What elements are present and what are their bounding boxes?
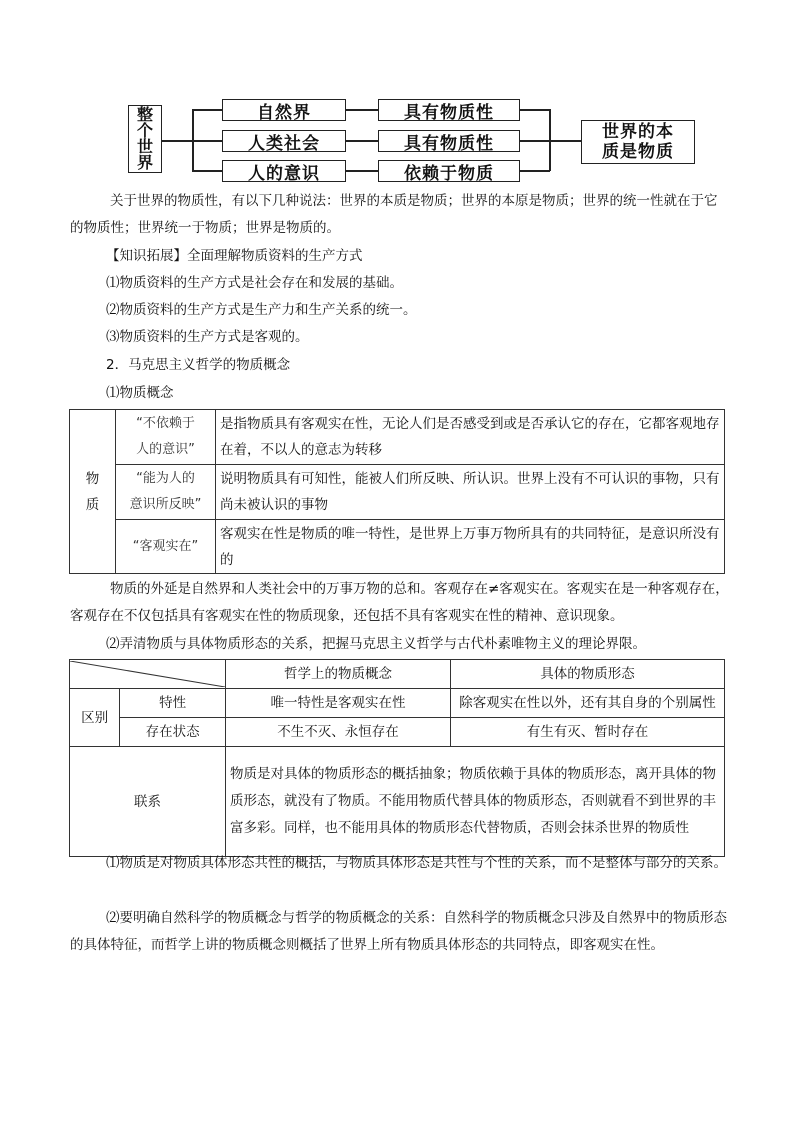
table-row xyxy=(70,718,725,747)
subheading-2: ⑵弄清物质与具体物质形态的关系，把握马克思主义哲学与古代朴素唯物主义的理论界限。 xyxy=(106,636,646,652)
connector xyxy=(520,170,550,172)
table-cell: 除客观实在性以外，还有其自身的个别属性 xyxy=(451,689,725,718)
table-row xyxy=(70,520,725,574)
comparison-table xyxy=(69,659,725,857)
row-label: 特性 xyxy=(120,689,226,718)
difference-label: 区别 xyxy=(70,689,120,747)
table-row xyxy=(70,465,725,520)
diagram-society: 人类社会 xyxy=(222,130,346,152)
connection-label: 联系 xyxy=(70,747,226,857)
term-cell: “客观实在” xyxy=(116,520,216,574)
knowledge-heading: 【知识拓展】全面理解物质资料的生产方式 xyxy=(106,248,363,264)
connector xyxy=(346,140,378,142)
note-2: ⑵要明确自然科学的物质概念与哲学的物质概念的关系：自然科学的物质概念只涉及自然界中的物质形态的具体特征，而哲学上讲的物质概念则概括了世界上所有物质具体形态的共同特点，即客观实在性。 xyxy=(70,910,727,953)
row-header-char: 质 xyxy=(85,496,100,513)
connector xyxy=(346,170,378,172)
row-label: 存在状态 xyxy=(120,718,226,747)
term-line: 人的意识” xyxy=(136,442,195,457)
diagram-consciousness: 人的意识 xyxy=(222,160,346,182)
connector xyxy=(192,109,222,111)
subheading-1: ⑴物质概念 xyxy=(106,385,174,401)
matter-concept-table xyxy=(69,409,725,574)
connector xyxy=(346,109,378,111)
point-3: ⑶物质资料的生产方式是客观的。 xyxy=(106,329,309,345)
table-cell: 唯一特性是客观实在性 xyxy=(226,689,451,718)
connector xyxy=(520,140,550,142)
section-heading: 2．马克思主义哲学的物质概念 xyxy=(106,357,291,373)
term-line: 意识所反映” xyxy=(129,497,202,512)
connector xyxy=(192,170,222,172)
connector xyxy=(192,140,222,142)
note-1: ⑴物质是对物质具体形态共性的概括，与物质具体形态是共性与个性的关系，而不是整体与部分的关系。 xyxy=(106,855,727,871)
table-row xyxy=(70,410,725,465)
table-row xyxy=(70,747,725,857)
diagonal-header-cell xyxy=(70,660,226,689)
header-philosophy-matter: 哲学上的物质概念 xyxy=(226,660,451,689)
diagram-whole-world-char: 界 xyxy=(136,153,153,172)
desc-cell: 说明物质具有可知性，能被人们所反映、所认识。世界上没有不可认识的事物，只有尚未被认识的事物 xyxy=(216,465,725,520)
table-row xyxy=(70,689,725,718)
term-cell xyxy=(116,465,216,520)
connector xyxy=(162,140,192,142)
connector xyxy=(520,109,550,111)
row-header-char: 物 xyxy=(85,470,100,487)
connection-text: 物质是对具体的物质形态的概括抽象；物质依赖于具体的物质形态，离开具体的物质形态，就没有了物质。不能用物质代替具体的物质形态，否则就看不到世界的丰富多彩。同样，也不能用具体的物质形态代替物质，否则会抹杀世界的物质性 xyxy=(226,747,725,857)
diagram-whole-world-char: 世 xyxy=(136,137,153,156)
header-concrete-form: 具体的物质形态 xyxy=(451,660,725,689)
term-cell xyxy=(116,410,216,465)
point-2: ⑵物质资料的生产方式是生产力和生产关系的统一。 xyxy=(106,302,417,318)
diagram-essence-line: 质是物质 xyxy=(602,142,674,162)
diagram-whole-world-char: 整 xyxy=(136,105,153,124)
row-header-matter xyxy=(70,410,116,574)
term-line: “能为人的 xyxy=(136,471,195,486)
desc-cell: 客观实在性是物质的唯一特性，是世界上万事万物所具有的共同特征，是意识所没有的 xyxy=(216,520,725,574)
paragraph-world-materiality: 关于世界的物质性，有以下几种说法：世界的本质是物质；世界的本原是物质；世界的统一性就在于它的物质性；世界统一于物质；世界是物质的。 xyxy=(70,193,718,236)
diagonal-line xyxy=(70,661,225,687)
diagram-whole-world-char: 个 xyxy=(136,121,153,140)
table-row xyxy=(70,660,725,689)
term-line: “不依赖于 xyxy=(136,416,195,431)
connector xyxy=(549,140,581,142)
diagram-depends: 依赖于物质 xyxy=(378,160,520,182)
paragraph-extension: 物质的外延是自然界和人类社会中的万事万物的总和。客观存在≠客观实在。客观实在是一种客观存在，客观存在不仅包括具有客观实在性的物质现象，还包括不具有客观实在性的精神、意识现象。 xyxy=(70,581,729,624)
desc-cell: 是指物质具有客观实在性，无论人们是否感受到或是否承认它的存在，它都客观地存在着，不以人的意志为转移 xyxy=(216,410,725,465)
diagram-essence-line: 世界的本 xyxy=(602,122,674,142)
diagram-material-2: 具有物质性 xyxy=(378,130,520,152)
point-1: ⑴物质资料的生产方式是社会存在和发展的基础。 xyxy=(106,275,403,291)
diagram-material-1: 具有物质性 xyxy=(378,99,520,121)
diagram-whole-world xyxy=(128,105,162,173)
table-cell: 不生不灭、永恒存在 xyxy=(226,718,451,747)
diagram-essence xyxy=(581,120,695,164)
diagram-nature: 自然界 xyxy=(222,99,346,121)
table-cell: 有生有灭、暂时存在 xyxy=(451,718,725,747)
